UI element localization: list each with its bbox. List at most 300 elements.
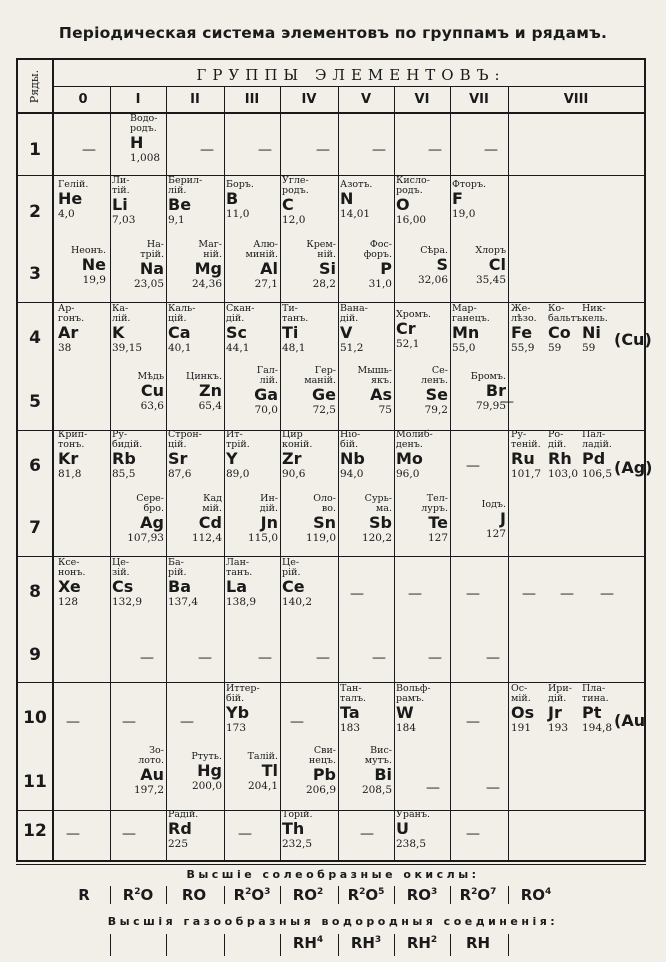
element-name: Молиб- денъ. — [396, 429, 433, 450]
element-symbol: Ag — [140, 513, 164, 532]
element-symbol: N — [340, 189, 354, 208]
element-yb — [226, 684, 278, 734]
element-weight: 81,8 — [58, 468, 82, 480]
hydride-separator — [224, 934, 225, 956]
element-name: Гелій. — [58, 179, 89, 190]
element-name: Ніо- бій. — [340, 429, 361, 450]
element-symbol: He — [58, 189, 83, 208]
element-name: Кисло- родъ. — [396, 175, 430, 196]
element-name: Крем- ній. — [306, 239, 336, 260]
element-name: Азотъ. — [340, 179, 373, 190]
element-y — [226, 430, 278, 480]
element-cu — [112, 372, 164, 412]
element-symbol: Ar — [58, 323, 79, 342]
element-cd — [168, 494, 222, 544]
empty-cell-dash: — — [316, 142, 330, 158]
element-name: Пла- тина. — [582, 683, 609, 704]
oxide-formula-7: $R^2O^7$ — [459, 886, 497, 904]
element-name: Ин- дій. — [259, 493, 278, 514]
element-symbol: Ne — [81, 255, 106, 274]
element-weight: 140,2 — [282, 596, 313, 608]
element-v — [340, 304, 390, 354]
element-symbol: Pd — [582, 449, 606, 468]
element-o — [396, 176, 448, 226]
element-name: Фторъ. — [452, 179, 487, 190]
element-hg — [168, 752, 222, 792]
group-column-divider — [224, 86, 225, 860]
hydride-separator — [110, 934, 111, 956]
element-name: Скан- дій. — [226, 303, 255, 324]
ag-paren-label: (Ag) — [614, 458, 653, 477]
element-name: Ру- бидій. — [112, 429, 143, 450]
element-symbol: Al — [260, 259, 278, 278]
group-header-4: IV — [301, 92, 317, 107]
element-name: Ник- кель. — [582, 303, 608, 324]
element-symbol: Jn — [260, 513, 278, 532]
empty-cell-dash: — — [82, 142, 96, 158]
element-symbol: Zn — [199, 381, 222, 400]
element-symbol: Li — [112, 195, 128, 214]
empty-cell-dash: — — [66, 714, 80, 730]
element-ge — [282, 366, 336, 416]
element-sb — [340, 494, 392, 544]
element-weight: 204,1 — [247, 780, 278, 792]
hydride-formula-2: $RH^2$ — [406, 934, 438, 952]
element-name: Ти- танъ. — [282, 303, 309, 324]
element-symbol: Au — [140, 765, 164, 784]
element-weight: 40,1 — [168, 342, 192, 354]
element-os — [511, 684, 547, 734]
element-name: Неонъ. — [70, 245, 106, 256]
element-symbol: Y — [226, 449, 238, 468]
element-weight: 44,1 — [226, 342, 250, 354]
row-number-3: 3 — [29, 264, 41, 284]
element-name: Ири- дій. — [548, 683, 572, 704]
element-li — [112, 176, 162, 226]
element-symbol: Mn — [452, 323, 480, 342]
group-column-divider — [450, 86, 451, 860]
element-k — [112, 304, 162, 354]
element-h — [130, 114, 170, 164]
element-symbol: Ti — [282, 323, 299, 342]
element-weight: 31,0 — [368, 278, 392, 290]
element-weight: 193 — [548, 722, 569, 734]
hydride-separator — [508, 934, 509, 956]
element-weight: 24,36 — [191, 278, 222, 290]
element-weight: 183 — [340, 722, 361, 734]
element-weight: 127 — [427, 532, 448, 544]
element-name: Ксе- нонъ. — [58, 557, 86, 578]
element-symbol: U — [396, 819, 409, 838]
element-weight: 120,2 — [361, 532, 392, 544]
groups-header: ГРУППЫ ЭЛЕМЕНТОВЪ: — [196, 66, 506, 84]
element-weight: 184 — [396, 722, 417, 734]
element-weight: 14,01 — [340, 208, 371, 220]
header-bottom-rule — [18, 112, 644, 114]
empty-cell-dash: — — [316, 650, 330, 666]
table-border-top — [16, 58, 646, 60]
element-weight: 200,0 — [191, 780, 222, 792]
element-symbol: Ga — [254, 385, 278, 404]
element-weight: 4,0 — [58, 208, 75, 220]
element-name: Угле- родъ. — [282, 175, 309, 196]
element-name: Алю- миній. — [245, 239, 278, 260]
hydride-formula-0: $RH^4$ — [292, 934, 324, 952]
element-symbol: Mg — [194, 259, 222, 278]
element-weight: 59 — [582, 342, 596, 354]
element-weight: 38 — [58, 342, 72, 354]
element-be — [168, 176, 222, 226]
element-name: Ли- тій. — [112, 175, 130, 196]
element-symbol: Co — [548, 323, 571, 342]
element-symbol: Sn — [313, 513, 336, 532]
element-weight: 7,03 — [112, 214, 136, 226]
element-symbol: Cd — [198, 513, 222, 532]
element-symbol: Rd — [168, 819, 192, 838]
oxide-formula-6: $RO^3$ — [406, 886, 438, 904]
element-name: Лан- танъ. — [226, 557, 253, 578]
element-br — [452, 372, 506, 412]
row-number-2: 2 — [29, 202, 41, 222]
element-symbol: Rh — [548, 449, 572, 468]
page-title: Періодическая система элементовъ по группамъ и рядамъ. — [58, 24, 608, 42]
element-weight: 65,4 — [198, 400, 222, 412]
row-number-7: 7 — [29, 518, 41, 538]
element-f — [452, 180, 502, 220]
element-symbol: Te — [428, 513, 448, 532]
element-symbol: La — [226, 577, 247, 596]
element-name: Ртуть. — [191, 751, 222, 762]
element-symbol: Pt — [582, 703, 602, 722]
element-symbol: Bi — [374, 765, 392, 784]
element-weight: 232,5 — [282, 838, 313, 850]
oxides-header: Высшіе солеобразные окислы: — [186, 868, 480, 881]
element-weight: 173 — [226, 722, 247, 734]
element-name: Се- ленъ. — [420, 365, 448, 386]
element-te — [396, 494, 448, 544]
element-name: Вана- дій. — [340, 303, 368, 324]
element-symbol: S — [436, 255, 448, 274]
element-he — [58, 180, 108, 220]
element-in — [226, 494, 278, 544]
empty-cell-dash: — — [372, 650, 386, 666]
element-symbol: Nb — [340, 449, 365, 468]
element-p — [340, 240, 392, 290]
element-symbol: K — [112, 323, 125, 342]
empty-cell-dash: — — [522, 586, 536, 602]
empty-cell-dash: — — [180, 714, 194, 730]
element-weight: 107,93 — [127, 532, 164, 544]
element-name: Торій. — [282, 809, 313, 820]
rows-column-divider — [52, 58, 54, 860]
element-weight: 127 — [485, 528, 506, 540]
element-name: Ос- мій. — [511, 683, 531, 704]
element-name: Гал- лій. — [256, 365, 278, 386]
empty-cell-dash: — — [198, 650, 212, 666]
element-ar — [58, 304, 108, 354]
element-zr — [282, 430, 336, 480]
element-symbol: Pb — [312, 765, 336, 784]
element-weight: 32,06 — [417, 274, 448, 286]
element-symbol: Hg — [197, 761, 222, 780]
element-name: Іодъ. — [481, 499, 506, 510]
empty-cell-dash: — — [466, 586, 480, 602]
element-weight: 23,05 — [133, 278, 164, 290]
element-symbol: Br — [485, 381, 506, 400]
element-name: Радій. — [168, 809, 199, 820]
element-pb — [282, 746, 336, 796]
element-symbol: Cu — [140, 381, 164, 400]
au-paren-label: (Au — [614, 711, 646, 730]
element-kr — [58, 430, 108, 480]
element-symbol: C — [282, 195, 294, 214]
element-weight: 28,2 — [312, 278, 336, 290]
group-column-divider — [508, 86, 509, 860]
row-number-11: 11 — [23, 772, 47, 792]
element-name: Хромъ. — [396, 309, 432, 320]
element-weight: 51,2 — [340, 342, 364, 354]
element-weight: 112,4 — [191, 532, 222, 544]
element-ne — [56, 246, 106, 286]
element-weight: 16,00 — [396, 214, 427, 226]
oxide-formula-5: $R^2O^5$ — [347, 886, 385, 904]
element-symbol: W — [396, 703, 414, 722]
element-symbol: Fe — [511, 323, 533, 342]
element-weight: 11,0 — [226, 208, 250, 220]
element-cl — [452, 246, 506, 286]
element-name: Строн- цій. — [168, 429, 202, 450]
element-symbol: Tl — [261, 761, 278, 780]
element-symbol: O — [396, 195, 410, 214]
element-symbol: Zr — [282, 449, 302, 468]
element-weight: 138,9 — [226, 596, 257, 608]
element-name: Зо- лото. — [138, 745, 164, 766]
hydrides-header: Высшія газообразныя водородныя соединенія: — [107, 915, 559, 928]
element-symbol: Na — [139, 259, 164, 278]
group-column-divider — [280, 86, 281, 860]
element-weight: 39,15 — [112, 342, 143, 354]
element-symbol: P — [380, 259, 392, 278]
element-weight: 89,0 — [226, 468, 250, 480]
element-weight: 55,9 — [511, 342, 535, 354]
empty-cell-dash: — — [258, 650, 272, 666]
element-sr — [168, 430, 222, 480]
element-name: Берил- лій. — [168, 175, 203, 196]
element-name: Ко- бальтъ. — [548, 303, 585, 324]
element-weight: 59 — [548, 342, 562, 354]
row-number-4: 4 — [29, 328, 41, 348]
element-u — [396, 810, 448, 850]
hydride-formula-3: RH — [465, 934, 491, 952]
element-c — [282, 176, 336, 226]
element-name: Цинкъ. — [186, 371, 222, 382]
empty-cell-dash: — — [238, 826, 252, 842]
element-weight: 87,6 — [168, 468, 192, 480]
row-number-5: 5 — [29, 392, 41, 412]
element-name: Це- рій. — [282, 557, 301, 578]
element-ra — [168, 810, 222, 850]
element-name: Тел- луръ. — [421, 493, 448, 514]
element-symbol: H — [130, 133, 144, 152]
empty-cell-dash: — — [500, 394, 514, 410]
element-symbol: J — [500, 509, 506, 528]
empty-cell-dash: — — [560, 586, 574, 602]
element-symbol: Ba — [168, 577, 191, 596]
element-weight: 128 — [58, 596, 79, 608]
oxide-formula-2: RO — [181, 886, 207, 904]
empty-cell-dash: — — [140, 650, 154, 666]
oxide-formula-0: R — [78, 886, 90, 904]
element-name: Талій. — [247, 751, 278, 762]
element-fe — [511, 304, 547, 354]
element-name: Тан- талъ. — [340, 683, 367, 704]
empty-cell-dash: — — [428, 650, 442, 666]
element-symbol: Cr — [396, 319, 416, 338]
empty-cell-dash: — — [466, 714, 480, 730]
row-number-10: 10 — [23, 708, 47, 728]
element-ti — [282, 304, 336, 354]
element-weight: 27,1 — [254, 278, 278, 290]
element-symbol: B — [226, 189, 239, 208]
element-name: Водо- родъ. — [130, 113, 158, 134]
element-name: Мышь- якъ. — [357, 365, 392, 386]
element-symbol: Si — [318, 259, 336, 278]
element-sc — [226, 304, 278, 354]
element-symbol: Ca — [168, 323, 191, 342]
element-name: Сви- нецъ. — [308, 745, 336, 766]
element-weight: 94,0 — [340, 468, 364, 480]
element-se — [396, 366, 448, 416]
element-name: Иттер- бій. — [226, 683, 260, 704]
element-name: Же- лѣзо. — [511, 303, 537, 324]
element-name: Оло- во. — [313, 493, 336, 514]
element-name: Сѣра. — [420, 245, 448, 256]
element-symbol: Kr — [58, 449, 79, 468]
element-weight: 48,1 — [282, 342, 306, 354]
element-name: Сере- бро. — [136, 493, 164, 514]
empty-cell-dash: — — [122, 826, 136, 842]
row-number-12: 12 — [23, 821, 47, 841]
element-weight: 72,5 — [312, 404, 336, 416]
element-b — [226, 180, 276, 220]
group-header-5: V — [360, 92, 372, 107]
element-symbol: V — [340, 323, 353, 342]
oxide-formula-1: $R^2O$ — [122, 886, 154, 904]
element-bi — [340, 746, 392, 796]
empty-cell-dash: — — [258, 142, 272, 158]
element-mo — [396, 430, 448, 480]
empty-cell-dash: — — [200, 142, 214, 158]
element-weight: 63,6 — [140, 400, 164, 412]
empty-cell-dash: — — [426, 780, 440, 796]
element-weight: 12,0 — [282, 214, 306, 226]
empty-cell-dash: — — [466, 458, 480, 474]
element-name: Сурь- ма. — [364, 493, 392, 514]
element-symbol: Mo — [396, 449, 423, 468]
element-weight: 96,0 — [396, 468, 420, 480]
element-ga — [226, 366, 278, 416]
oxide-formula-4: $RO^2$ — [292, 886, 324, 904]
element-weight: 52,1 — [396, 338, 420, 350]
empty-cell-dash: — — [466, 826, 480, 842]
element-symbol: Cs — [112, 577, 134, 596]
element-mg — [168, 240, 222, 290]
element-symbol: Sb — [369, 513, 392, 532]
empty-cell-dash: — — [66, 826, 80, 842]
element-weight: 9,1 — [168, 214, 185, 226]
element-mn — [452, 304, 506, 354]
element-th — [282, 810, 336, 850]
hydride-formula-1: $RH^3$ — [350, 934, 382, 952]
element-w — [396, 684, 448, 734]
element-ru — [511, 430, 551, 480]
element-symbol: Be — [168, 195, 192, 214]
element-nb — [340, 430, 390, 480]
element-weight: 90,6 — [282, 468, 306, 480]
element-weight: 35,45 — [475, 274, 506, 286]
element-rb — [112, 430, 162, 480]
element-symbol: Th — [282, 819, 305, 838]
element-weight: 191 — [511, 722, 532, 734]
element-weight: 19,9 — [82, 274, 106, 286]
element-name: Ру- теній. — [511, 429, 541, 450]
rows-header — [18, 62, 52, 110]
oxide-formula-3: $R^2O^3$ — [233, 886, 271, 904]
element-name: Каль- цій. — [168, 303, 196, 324]
element-name: Ар- гонъ. — [58, 303, 85, 324]
empty-cell-dash: — — [486, 780, 500, 796]
element-symbol: Ge — [312, 385, 336, 404]
element-name: На- трій. — [140, 239, 164, 260]
element-as — [340, 366, 392, 416]
element-name: Бромъ. — [470, 371, 506, 382]
empty-cell-dash: — — [408, 586, 422, 602]
element-weight: 132,9 — [112, 596, 143, 608]
element-symbol: Ni — [582, 323, 601, 342]
group-header-7: VII — [469, 92, 489, 107]
element-symbol: Jr — [548, 703, 562, 722]
element-name: Цир коній. — [282, 429, 313, 450]
element-symbol: Os — [511, 703, 535, 722]
empty-cell-dash: — — [600, 586, 614, 602]
empty-cell-dash: — — [290, 714, 304, 730]
element-al — [226, 240, 278, 290]
element-weight: 79,2 — [424, 404, 448, 416]
row-number-1: 1 — [29, 140, 41, 160]
element-ag — [112, 494, 164, 544]
element-weight: 106,5 — [582, 468, 613, 480]
element-na — [112, 240, 164, 290]
element-ba — [168, 558, 222, 608]
table-border-bottom — [16, 860, 646, 862]
empty-cell-dash: — — [428, 142, 442, 158]
element-name: Уранъ. — [396, 809, 431, 820]
group-header-8: VIII — [563, 92, 589, 107]
element-name: Це- зій. — [112, 557, 130, 578]
element-name: Ба- рій. — [168, 557, 187, 578]
element-name: Ит- трій. — [226, 429, 250, 450]
group-column-divider — [110, 86, 111, 860]
element-weight: 137,4 — [168, 596, 199, 608]
empty-cell-dash: — — [360, 826, 374, 842]
element-weight: 55,0 — [452, 342, 476, 354]
groups-header-divider — [54, 86, 644, 87]
element-weight: 103,0 — [548, 468, 579, 480]
group-column-divider — [338, 86, 339, 860]
rows-header-label: Ряды. — [28, 69, 42, 103]
oxide-formula-8: $RO^4$ — [520, 886, 552, 904]
group-header-1: I — [135, 92, 141, 107]
